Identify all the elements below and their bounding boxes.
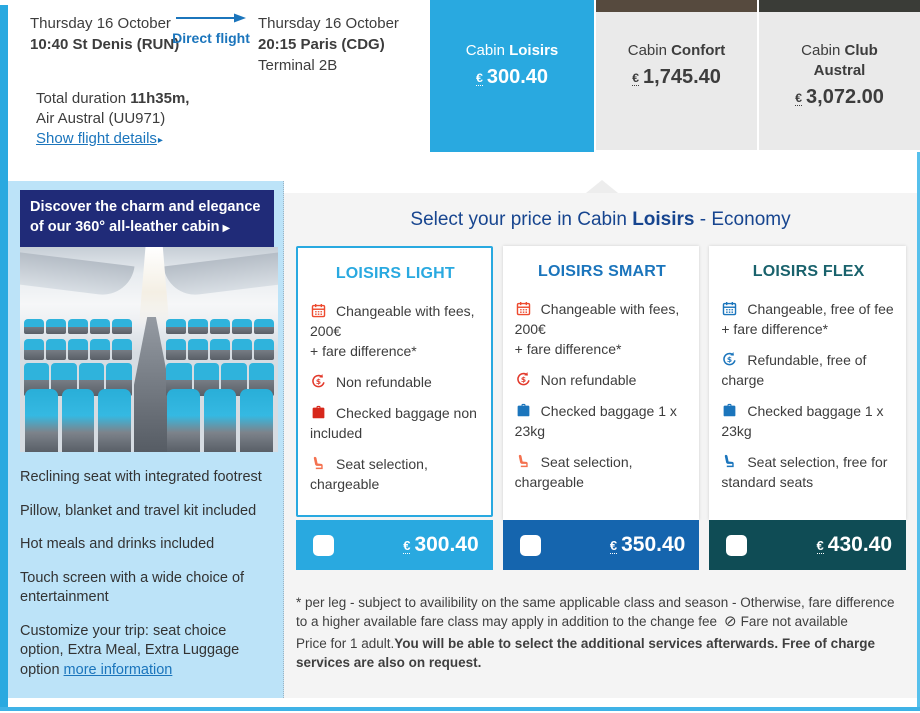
feature-text: Seat selection, chargeable — [514, 454, 633, 490]
fare-feature — [721, 350, 896, 390]
select-fare-flex-bar[interactable] — [709, 520, 906, 570]
fare-not-available-label: Fare not available — [740, 614, 848, 629]
cabin-prefix: Cabin — [465, 42, 510, 59]
fare-footnotes — [284, 570, 917, 672]
feature-text: Checked baggage non included — [310, 405, 477, 441]
feature-text: Refundable, free of charge — [721, 352, 867, 388]
show-flight-details-label: Show flight details — [36, 130, 157, 147]
fare-checkbox[interactable] — [520, 535, 541, 556]
fare-price — [817, 533, 892, 557]
caret-up-icon — [586, 180, 618, 193]
photo-overhead-bin-right — [163, 252, 278, 299]
duration-value: 11h35m, — [130, 90, 190, 107]
cabin-photo — [20, 247, 278, 452]
footnote-price-info — [296, 634, 903, 672]
duration-block — [36, 89, 189, 151]
flight-summary-header — [8, 0, 920, 152]
cabin-prefix: Cabin — [627, 42, 672, 59]
panel-heading — [284, 193, 917, 231]
price-value: 300.40 — [414, 533, 479, 556]
fare-feature — [515, 401, 690, 441]
customize-trip-item — [20, 622, 263, 681]
price-value: 1,745.40 — [643, 66, 721, 88]
tab-label — [783, 41, 896, 81]
fare-feature — [721, 299, 896, 339]
fare-card-body — [503, 246, 700, 520]
fare-feature — [721, 401, 896, 441]
fare-feature — [310, 454, 481, 494]
customize-trip-text: Customize your trip: seat choice option, Extra Meal, Extra Luggage option — [20, 622, 240, 678]
cabin-name: Loisirs — [509, 42, 559, 59]
duration-prefix: Total duration — [36, 90, 131, 107]
direct-flight-indicator — [170, 11, 252, 46]
cabin-info-sidebar — [8, 181, 284, 698]
euro-symbol: € — [795, 91, 803, 105]
feature-text: Checked baggage 1 x 23kg — [721, 403, 884, 439]
banner-arrow-icon: ▶ — [222, 223, 231, 234]
arrival-terminal: Terminal 2B — [258, 57, 338, 74]
feature-text: Changeable, free of fee — [747, 301, 894, 317]
feature-text: + fare difference* — [721, 321, 829, 337]
tab-label — [430, 41, 594, 61]
refund-icon — [515, 371, 532, 388]
price-value: 3,072.00 — [806, 86, 884, 108]
fare-title: LOISIRS FLEX — [752, 263, 865, 280]
photo-ceiling-light — [139, 247, 170, 329]
footnote-conditions — [296, 593, 903, 631]
tab-price — [783, 86, 896, 109]
additional-services-text: You will be able to select the additional services afterwards. Free of charge services are also on request. — [296, 636, 875, 670]
refund-icon — [721, 351, 738, 368]
more-information-link[interactable]: more information — [63, 661, 173, 678]
refund-icon — [310, 373, 327, 390]
calendar-icon — [310, 302, 327, 319]
amenities-list — [8, 452, 283, 680]
feature-text: Changeable with fees, 200€ — [514, 301, 680, 337]
fare-cards — [284, 231, 917, 570]
baggage-icon — [310, 404, 327, 421]
photo-seat-row — [20, 339, 278, 360]
fare-price — [403, 533, 478, 557]
fare-feature — [721, 452, 896, 492]
amenity-item: Touch screen with a wide choice of entertainment — [20, 569, 245, 605]
feature-text: Non refundable — [540, 372, 637, 388]
feature-text: + fare difference* — [310, 343, 417, 359]
fare-not-available-icon: ⊘ — [724, 613, 737, 630]
heading-prefix: Select your price in Cabin — [410, 209, 633, 230]
tab-price — [620, 66, 733, 89]
heading-cabin-name: Loisirs — [632, 209, 695, 230]
baggage-icon — [721, 402, 738, 419]
promo-banner-text: Discover the charm and elegance of our 360° all-leather cabin — [30, 199, 261, 235]
departure-time-place: 10:40 St Denis (RUN) — [30, 36, 180, 53]
departure-info — [30, 13, 179, 55]
fare-title: LOISIRS SMART — [538, 263, 666, 280]
euro-symbol: € — [816, 538, 824, 553]
feature-text: + fare difference* — [514, 341, 622, 357]
fare-card-loisirs-smart — [503, 246, 700, 570]
price-value: 350.40 — [621, 533, 686, 556]
page-bottom-border — [0, 707, 920, 711]
euro-symbol: € — [609, 538, 618, 553]
arrival-time-place: 20:15 Paris (CDG) — [258, 36, 385, 53]
cabin-name: Club Austral — [813, 42, 878, 79]
arrival-date: Thursday 16 October — [258, 15, 399, 32]
fare-card-loisirs-flex — [709, 246, 906, 570]
feature-text: Checked baggage 1 x 23kg — [514, 403, 677, 439]
fare-feature — [310, 403, 481, 443]
page-left-border — [0, 5, 8, 709]
arrival-info — [258, 13, 399, 76]
seat-icon — [721, 453, 738, 470]
price-value: 300.40 — [486, 66, 549, 88]
feature-text: Non refundable — [336, 374, 432, 390]
amenity-item: Reclining seat with integrated footrest — [20, 469, 262, 485]
euro-symbol: € — [475, 71, 483, 85]
feature-text: Seat selection, chargeable — [310, 456, 428, 492]
photo-overhead-bin-left — [20, 252, 135, 299]
fare-feature — [515, 299, 690, 359]
cabin-name: Confort — [671, 42, 726, 59]
fare-card-loisirs-light — [296, 246, 493, 570]
airline-flight-number: Air Austral (UU971) — [36, 110, 166, 127]
feature-text: Changeable with fees, 200€ — [310, 303, 475, 339]
total-duration — [36, 89, 189, 109]
amenity-item: Hot meals and drinks included — [20, 536, 215, 552]
fare-feature — [310, 301, 481, 361]
fare-selection-panel — [284, 193, 917, 698]
price-for-adult-text: Price for 1 adult. — [296, 636, 395, 651]
euro-symbol: € — [632, 71, 640, 85]
photo-seat-row — [20, 319, 278, 334]
cabin-360-promo-banner[interactable] — [20, 190, 274, 247]
fare-feature — [515, 370, 690, 390]
fare-checkbox[interactable] — [726, 535, 747, 556]
direct-flight-arrow-icon — [172, 12, 250, 24]
departure-date: Thursday 16 October — [30, 15, 171, 32]
cabin-tabs — [430, 0, 920, 152]
tab-top-strip — [759, 0, 920, 12]
amenity-item: Pillow, blanket and travel kit included — [20, 502, 257, 519]
footnote-text: * per leg - subject to availibility on the same applicable class and season - Otherwise, fare difference to a higher available fare class may apply in addition to the change fee — [296, 595, 895, 629]
seat-icon — [310, 455, 327, 472]
seat-icon — [515, 453, 532, 470]
details-arrow-icon: ▸ — [157, 135, 163, 146]
cabin-prefix: Cabin — [801, 42, 845, 59]
calendar-icon — [515, 300, 532, 317]
photo-seat-row — [20, 389, 278, 452]
select-fare-smart-bar[interactable] — [503, 520, 700, 570]
fare-card-body — [296, 246, 493, 517]
select-fare-light-bar[interactable] — [296, 520, 493, 570]
fare-feature — [310, 372, 481, 392]
euro-symbol: € — [403, 538, 411, 553]
calendar-icon — [721, 300, 738, 317]
direct-flight-label: Direct flight — [172, 30, 250, 46]
heading-suffix: - Economy — [694, 209, 791, 230]
tab-cabin-loisirs[interactable] — [430, 0, 594, 152]
feature-text: Seat selection, free for standard seats — [721, 454, 888, 490]
tab-top-strip — [596, 0, 757, 12]
tab-cabin-confort[interactable] — [594, 0, 757, 150]
fare-checkbox[interactable] — [313, 535, 334, 556]
tab-cabin-club-austral[interactable] — [757, 0, 920, 150]
fare-feature — [515, 452, 690, 492]
tab-price — [430, 66, 594, 89]
tab-label — [620, 41, 733, 61]
fare-card-body — [709, 246, 906, 520]
baggage-icon — [515, 402, 532, 419]
fare-title: LOISIRS LIGHT — [335, 265, 455, 282]
show-flight-details-link[interactable] — [36, 130, 163, 147]
price-value: 430.40 — [827, 533, 893, 556]
fare-price — [610, 533, 685, 557]
